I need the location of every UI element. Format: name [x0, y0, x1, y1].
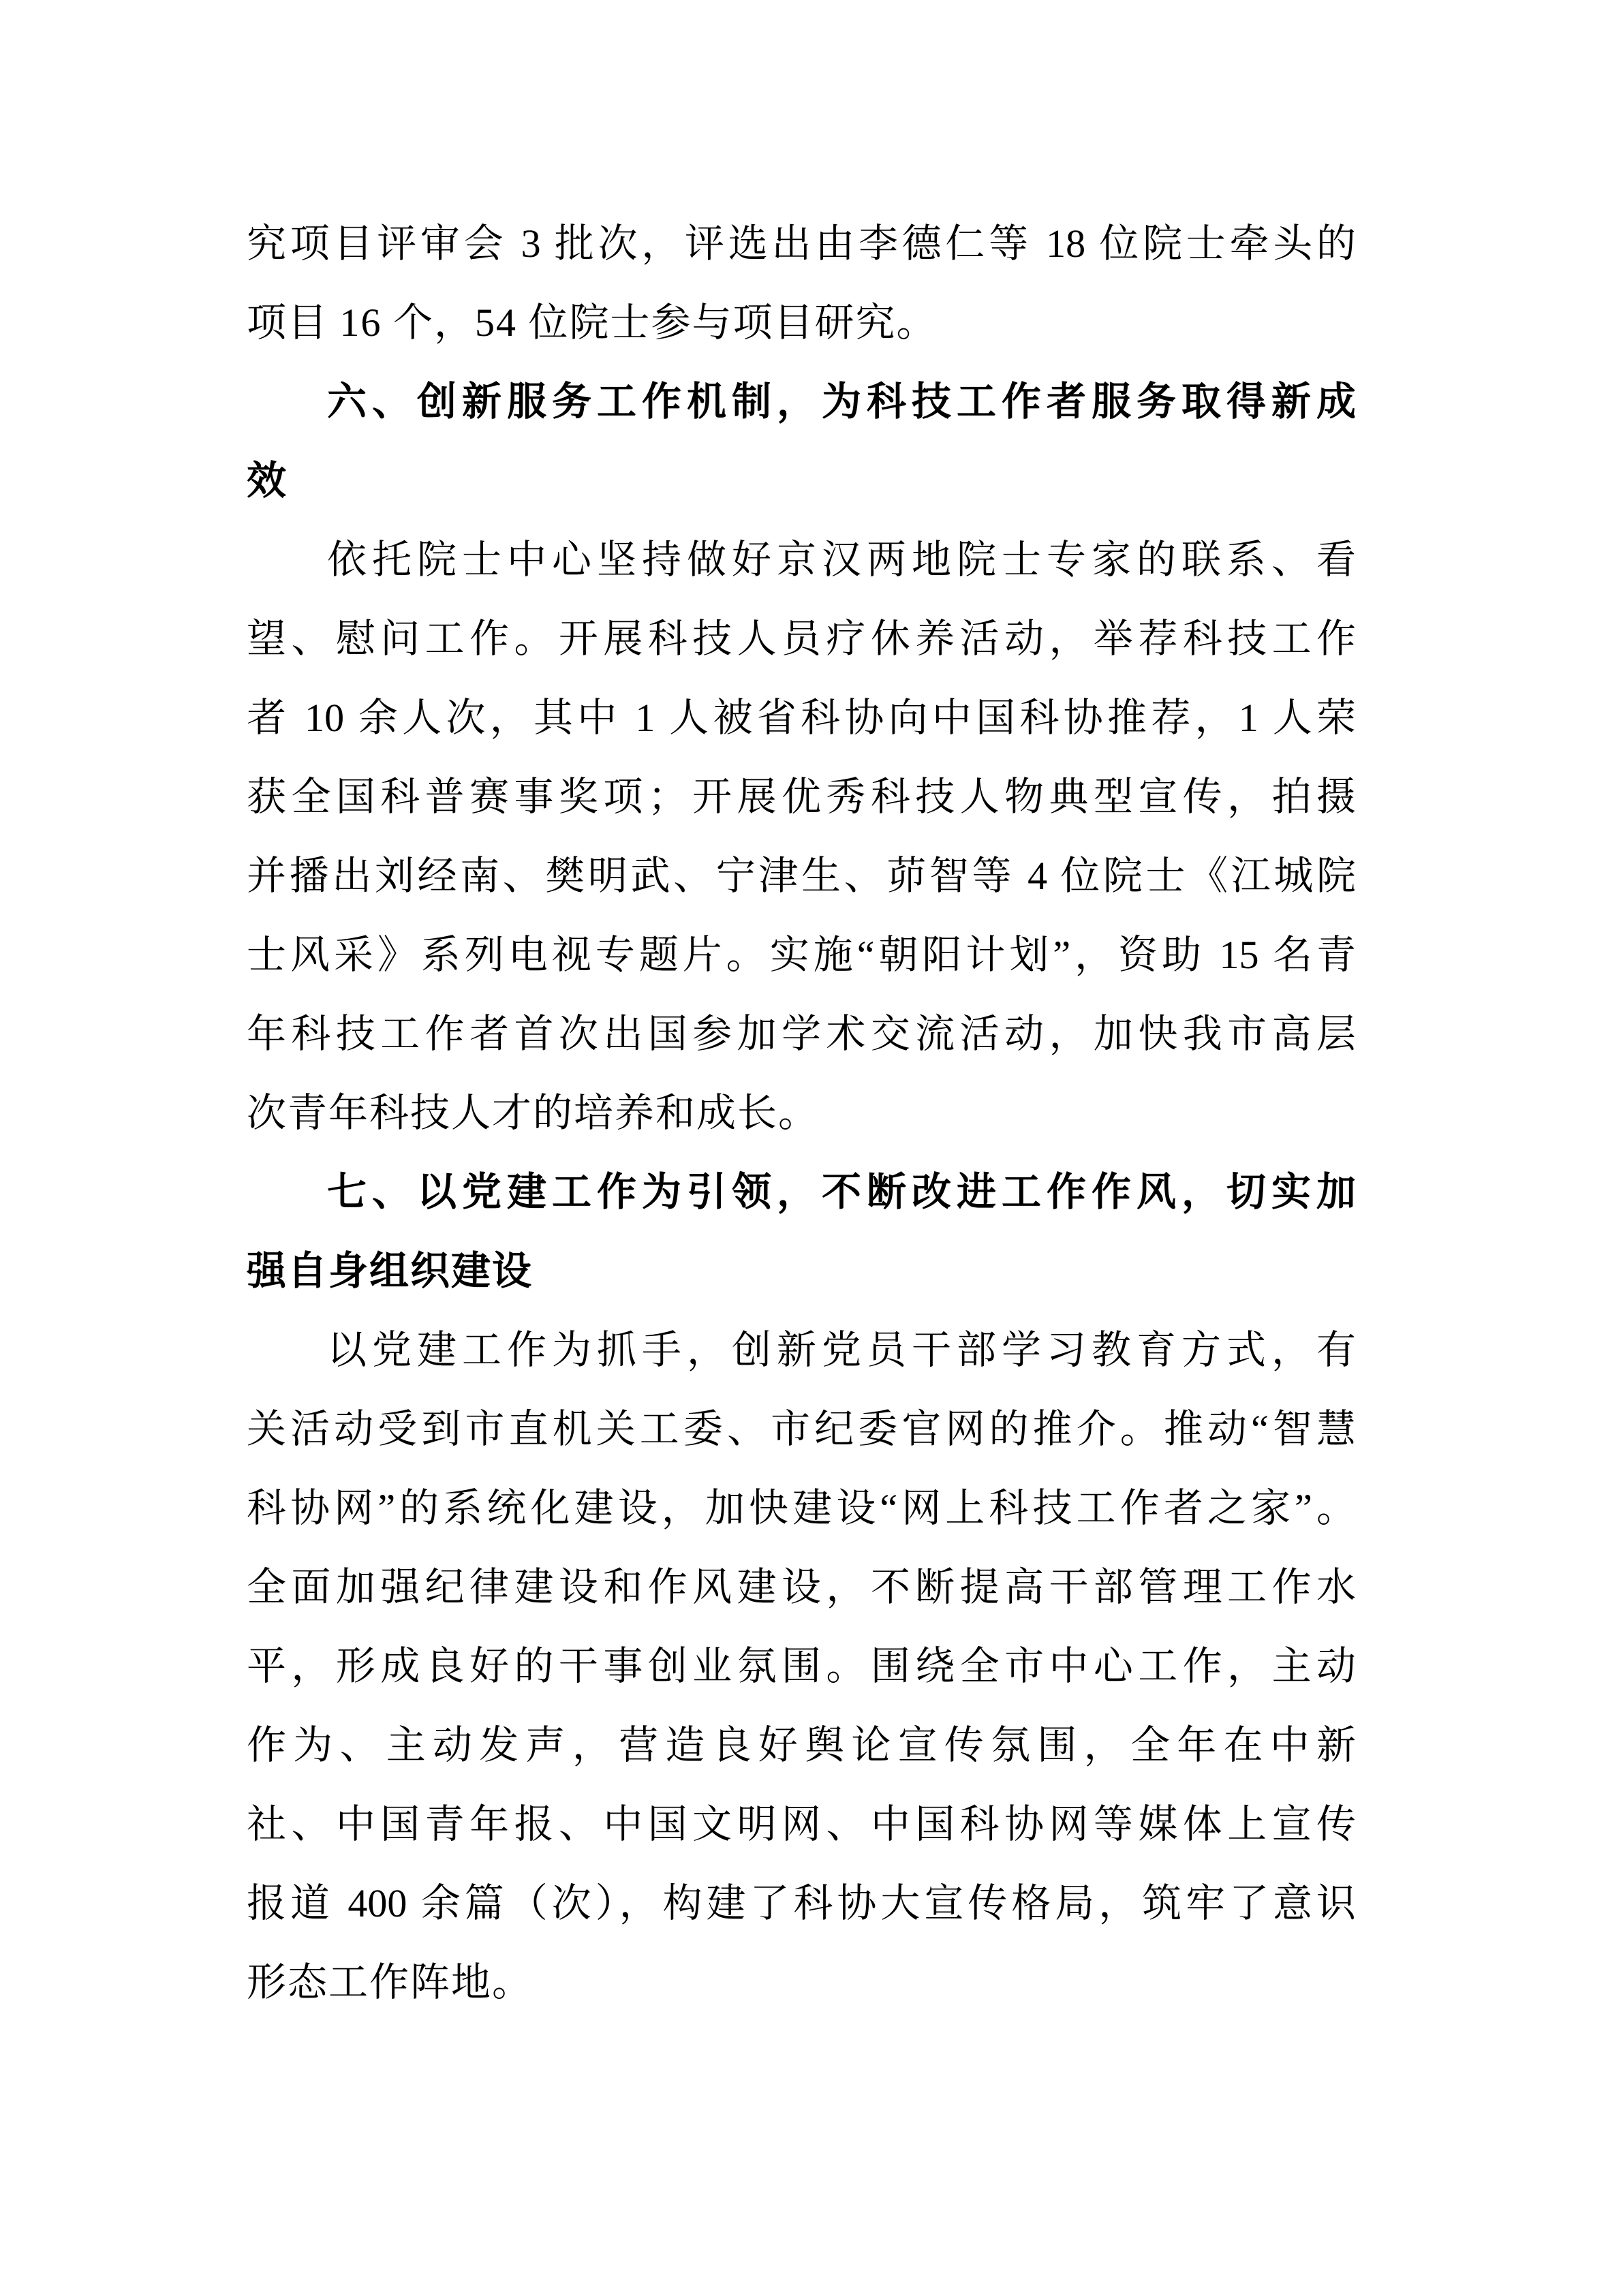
- section-heading-line: 效: [247, 459, 288, 503]
- body-text-line: 次青年科技人才的培养和成长。: [247, 1091, 820, 1135]
- body-text-line: 形态工作阵地。: [247, 1960, 534, 2004]
- body-text-line: 以党建工作为抓手，创新党员干部学习教育方式，有: [327, 1328, 1356, 1372]
- section-heading-line: 六、创新服务工作机制，为科技工作者服务取得新成: [327, 379, 1356, 424]
- body-text-line: 并播出刘经南、樊明武、宁津生、茆智等 4 位院士《江城院: [247, 854, 1356, 898]
- body-text-line: 获全国科普赛事奖项；开展优秀科技人物典型宣传，拍摄: [247, 775, 1356, 819]
- body-text-line: 全面加强纪律建设和作风建设，不断提高干部管理工作水: [247, 1565, 1356, 1609]
- body-text-line: 依托院士中心坚持做好京汉两地院士专家的联系、看: [327, 538, 1356, 582]
- section-heading-line: 强自身组织建设: [247, 1249, 534, 1293]
- document-text-block: [247, 204, 1356, 2022]
- body-text-line: 社、中国青年报、中国文明网、中国科协网等媒体上宣传: [247, 1802, 1356, 1846]
- section-heading-line: 七、以党建工作为引领，不断改进工作作风，切实加: [327, 1170, 1356, 1214]
- body-text-line: 望、慰问工作。开展科技人员疗休养活动，举荐科技工作: [247, 617, 1356, 661]
- body-text-line: 作为、主动发声，营造良好舆论宣传氛围，全年在中新: [247, 1723, 1356, 1767]
- body-text-line: 士风采》系列电视专题片。实施“朝阳计划”，资助 15 名青: [247, 933, 1356, 977]
- body-text-line: 项目 16 个，54 位院士参与项目研究。: [247, 300, 938, 345]
- body-text-line: 究项目评审会 3 批次，评选出由李德仁等 18 位院士牵头的: [247, 221, 1356, 266]
- body-text-line: 报道 400 余篇（次），构建了科协大宣传格局，筑牢了意识: [247, 1881, 1356, 1925]
- body-text-line: 年科技工作者首次出国参加学术交流活动，加快我市高层: [247, 1012, 1356, 1056]
- body-text-line: 科协网”的系统化建设，加快建设“网上科技工作者之家”。: [247, 1486, 1356, 1530]
- body-text-line: 关活动受到市直机关工委、市纪委官网的推介。推动“智慧: [247, 1407, 1356, 1451]
- body-text-line: 者 10 余人次，其中 1 人被省科协向中国科协推荐，1 人荣: [247, 696, 1356, 740]
- body-text-line: 平，形成良好的干事创业氛围。围绕全市中心工作，主动: [247, 1644, 1356, 1688]
